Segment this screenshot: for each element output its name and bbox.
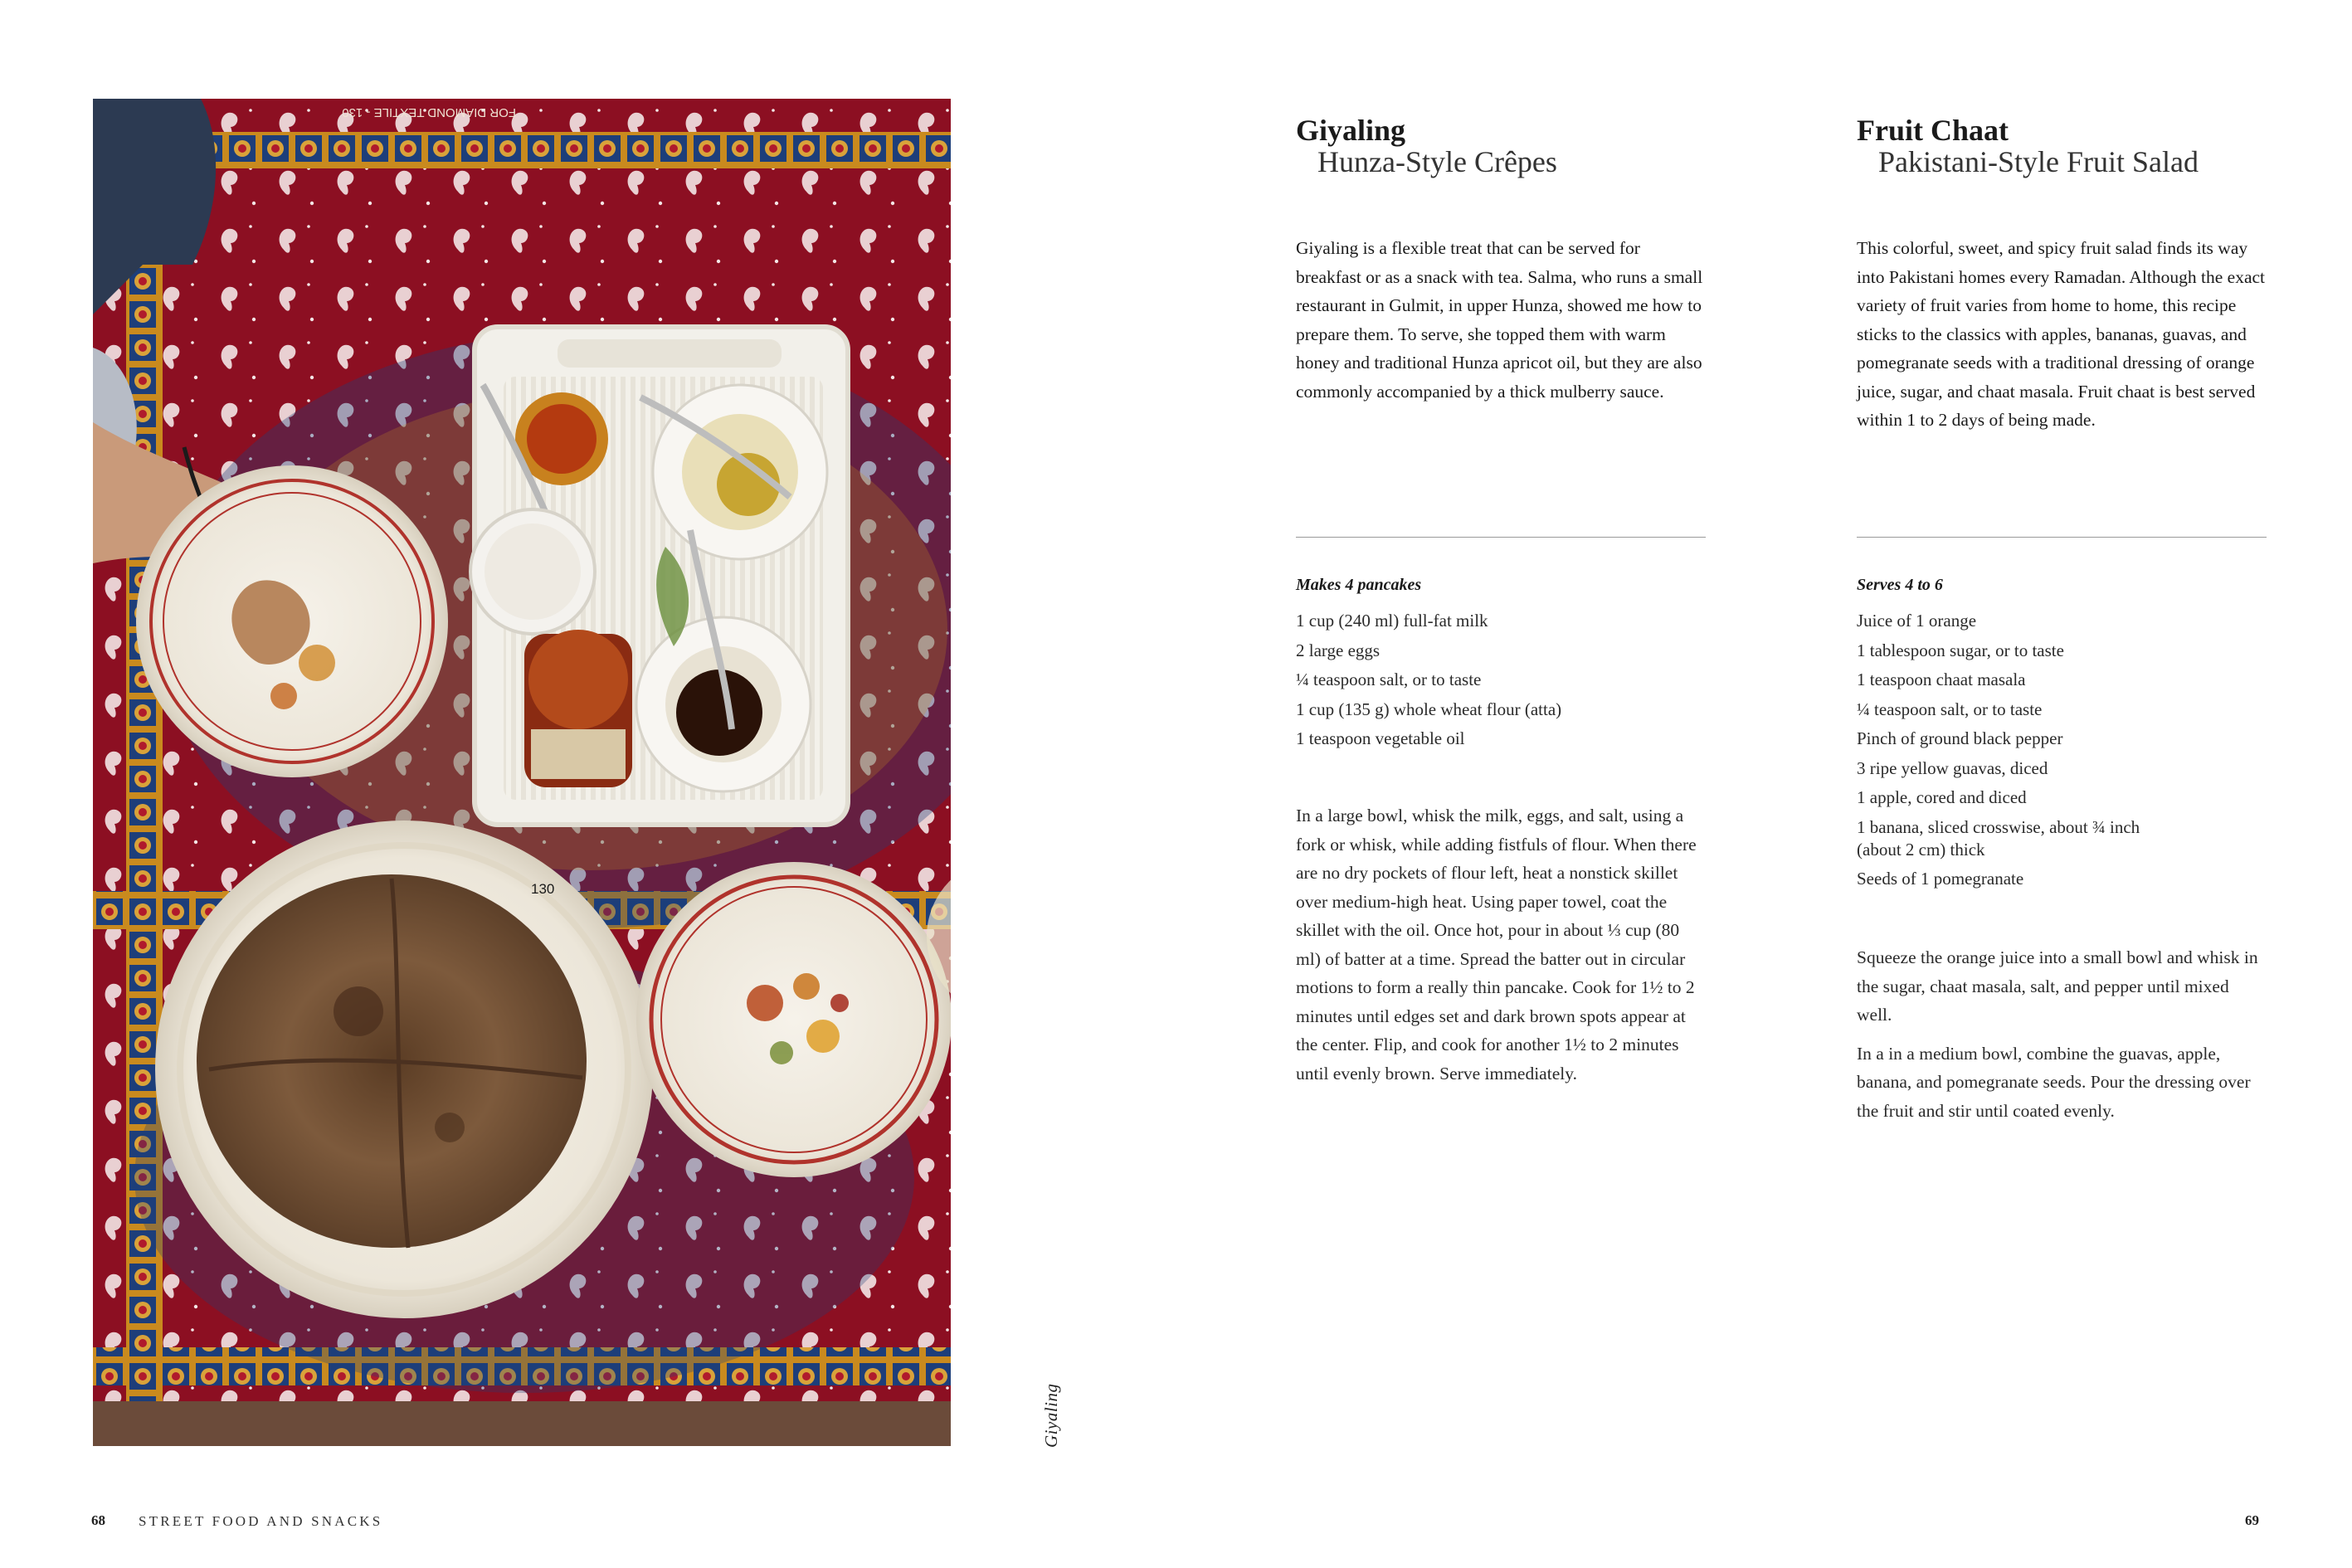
ingredient-item: 2 large eggs (1296, 640, 1381, 660)
ingredient-item: 1 cup (240 ml) full-fat milk (1296, 611, 1488, 631)
ingredient-list (1296, 610, 1707, 757)
method-step: In a in a medium bowl, combine the guavas, apple, banana, and pomegranate seeds. Pour the dressing over the fruit and stir until coated evenly. (1857, 1043, 2251, 1121)
recipe-subtitle: Hunza-Style Crêpes (1317, 145, 1557, 178)
ingredient-item: 3 ripe yellow guavas, diced (1857, 757, 2048, 778)
method-step: Squeeze the orange juice into a small bowl and whisk in the sugar, chaat masala, salt, and pepper until mixed well. (1857, 947, 2258, 1025)
method-step: In a large bowl, whisk the milk, eggs, and salt, using a fork or whisk, while adding fistfuls of flour. When there are no dry pockets of flour left, heat a nonstick skillet over medium-high heat. Using paper towel, coat the skillet with the oil. Once hot, pour in about ⅓ cup (80 ml) of batter at a time. Spread the batter out in circular motions to form a really thin pancake. Cook for 1½ to 2 minutes until edges set and dark brown spots appear at the center. Flip, and cook for another 1½ to 2 minutes until evenly brown. Serve immediately. (1296, 806, 1697, 1083)
divider-rule (1857, 537, 2267, 538)
ingredient-item: ¼ teaspoon salt, or to taste (1857, 699, 2043, 719)
recipe-fruit-chaat (1857, 114, 2268, 1121)
page-number-left: 68 (91, 1512, 105, 1528)
page-number-right: 69 (2245, 1512, 2259, 1528)
cloth-print-text: FOR DIAMOND TEXTILE - 130 (342, 105, 516, 119)
running-head: STREET FOOD AND SNACKS (139, 1513, 383, 1529)
recipe-intro: This colorful, sweet, and spicy fruit salad finds its way into Pakistani homes every Ramadan. Although the exact variety of fruit varies from home to home, this recipe sticks to the classics with apples, bananas, guavas, and pomegranate seeds with a traditional dressing of orange juice, sugar, and chaat masala. Fruit chaat is best served within 1 to 2 days of being made. (1857, 238, 2266, 430)
recipe-title: Giyaling (1296, 114, 1406, 147)
recipe-giyaling (1296, 114, 1707, 1083)
photo-caption: Giyaling (1041, 1383, 1061, 1448)
recipe-yield: Serves 4 to 6 (1857, 576, 1943, 594)
ingredient-item: 1 tablespoon sugar, or to taste (1857, 640, 2064, 660)
ingredient-item: ¼ teaspoon salt, or to taste (1296, 670, 1482, 689)
recipe-title: Fruit Chaat (1857, 114, 2009, 147)
recipe-intro: Giyaling is a flexible treat that can be served for breakfast or as a snack with tea. Salma, who runs a small restaurant in Gulmit, in upper Hunza, showed me how to prepare them. To serve, she topped them with warm honey and traditional Hunza apricot oil, but they are also commonly accompanied by a thick mulberry sauce. (1296, 238, 1703, 402)
cloth-number-text: 130 (531, 881, 555, 897)
ingredient-list (1857, 610, 2268, 898)
ingredient-item: Pinch of ground black pepper (1857, 728, 2063, 748)
ingredient-item: 1 teaspoon vegetable oil (1296, 728, 1465, 748)
ingredient-item: 1 apple, cored and diced (1857, 787, 2027, 807)
divider-rule (1296, 537, 1706, 538)
recipe-method (1296, 801, 1707, 1098)
recipe-subtitle: Pakistani-Style Fruit Salad (1878, 145, 2199, 178)
food-photo (93, 99, 951, 1446)
ingredient-item: 1 banana, sliced crosswise, about ¾ inch (about 2 cm) thick (1857, 816, 2140, 859)
ingredient-item: 1 cup (135 g) whole wheat flour (atta) (1296, 699, 1562, 719)
ingredient-item: Seeds of 1 pomegranate (1857, 869, 2024, 889)
recipe-yield: Makes 4 pancakes (1296, 576, 1422, 594)
ingredient-item: 1 teaspoon chaat masala (1857, 670, 2026, 689)
recipe-method (1857, 943, 2268, 1135)
ingredient-item: Juice of 1 orange (1857, 611, 1977, 631)
